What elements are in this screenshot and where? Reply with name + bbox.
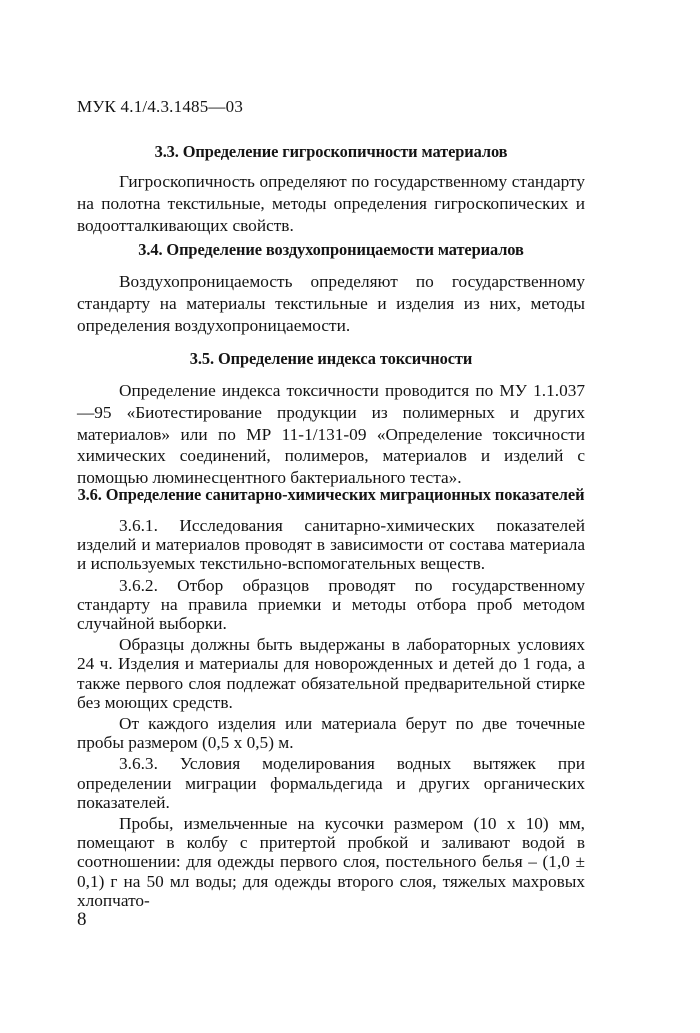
section-title: 3.3. Определение гигроскопичности материалов <box>154 142 508 161</box>
section-3-3 <box>77 141 585 236</box>
section-title: 3.5. Определение индекса токсичности <box>189 349 473 368</box>
paragraph: Определение индекса токсичности проводится по МУ 1.1.037—95 «Биотестирование продукции из полимерных и других материалов» или по МР 11-1/131-09 «Определение токсичности химических соединений, полимеров, материалов и изделий с помощью люминесцентного бактериального теста». <box>77 381 585 488</box>
section-title: 3.6. Определение санитарно-химических миграционных показателей <box>77 485 585 504</box>
document-code-header: МУК 4.1/4.3.1485—03 <box>77 97 244 116</box>
paragraph: 3.6.2. Отбор образцов проводят по государственному стандарту на правила приемки и методы отбора проб методом случайной выборки. <box>77 575 585 634</box>
page-number: 8 <box>77 909 87 930</box>
paragraph: 3.6.1. Исследования санитарно-химических показателей изделий и материалов проводят в зависимости от состава материала и используемых текстильно-вспомогательных веществ. <box>77 516 585 574</box>
section-3-5 <box>77 348 585 489</box>
paragraph: Образцы должны быть выдержаны в лабораторных условиях 24 ч. Изделия и материалы для новорожденных и детей до 1 года, а также первого слоя подлежат обязательной предварительной стирке без моющих средств. <box>77 635 585 712</box>
paragraph: 3.6.3. Условия моделирования водных вытяжек при определении миграции формальдегида и других органических показателей. <box>77 754 585 812</box>
paragraph: Гигроскопичность определяют по государственному стандарту на полотна текстильные, методы определения гигроскопических и водоотталкивающих свойств. <box>77 172 585 235</box>
section-3-6 <box>77 484 585 910</box>
section-title: 3.4. Определение воздухопроницаемости материалов <box>138 240 524 259</box>
paragraph: Пробы, измельченные на кусочки размером (10 х 10) мм, помещают в колбу с притертой пробкой и заливают водой в соотношении: для одежды первого слоя, постельного белья – (1,0 ± 0,1) г на 50 мл воды; для одежды второго слоя, тяжелых махровых хлопчато- <box>77 814 585 910</box>
paragraph: Воздухопроницаемость определяют по государственному стандарту на материалы текстильные и изделия из них, методы определения воздухопроницаемости. <box>77 272 585 335</box>
paragraph: От каждого изделия или материала берут по две точечные пробы размером (0,5 х 0,5) м. <box>77 714 585 753</box>
section-3-4 <box>77 239 585 336</box>
